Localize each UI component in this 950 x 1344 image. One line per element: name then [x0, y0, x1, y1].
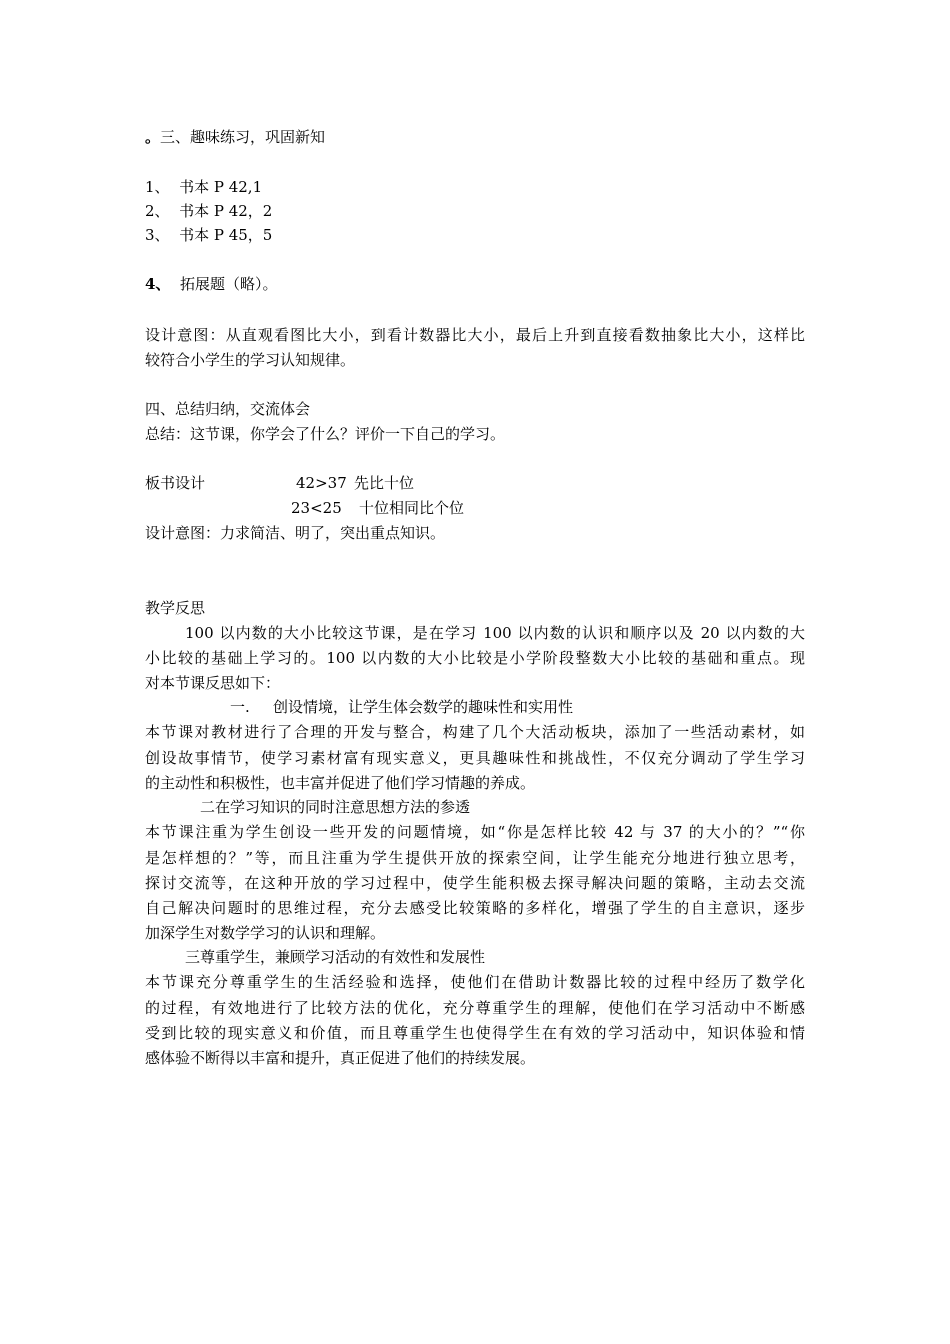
design-intent-line: 设计意图：从直观看图比大小，到看计数器比大小，最后上升到直接看数抽象比大小，这样比: [145, 326, 805, 344]
section4-heading: 四、总结归纳，交流体会: [145, 400, 311, 418]
point2-body-line: 加深学生对数学学习的认识和理解。: [145, 924, 386, 942]
point1-number: 一.: [230, 698, 250, 716]
point2-body-line: 本节课注重为学生创设一些开发的问题情境，如“你是怎样比较 42 与 37 的大小的？”“你: [145, 823, 805, 841]
section3-heading: [145, 124, 325, 150]
reflection-intro-line: 对本节课反思如下：: [145, 674, 281, 692]
reflection-intro-line: 100 以内数的大小比较这节课，是在学习 100 以内数的认识和顺序以及 20 以内数的大: [185, 624, 805, 642]
item-number: 3、: [145, 226, 170, 244]
section3-heading-text: 三、趣味练习，巩固新知: [160, 128, 326, 146]
reflection-intro-line: 小比较的基础上学习的。100 以内数的大小比较是小学阶段整数大小比较的基础和重点。现: [145, 649, 805, 667]
board-row1-note: 先比十位: [354, 474, 415, 492]
board-design-label: 板书设计: [145, 474, 206, 492]
point3-heading: 三尊重学生，兼顾学习活动的有效性和发展性: [185, 948, 486, 966]
item-number: 1、: [145, 178, 170, 196]
point1-body-line: 的主动性和积极性，也丰富并促进了他们学习情趣的养成。: [145, 774, 536, 792]
board-row1-expr: 42>37: [296, 474, 347, 492]
point1-body-line: 本节课对教材进行了合理的开发与整合，构建了几个大活动板块，添加了一些活动素材，如: [145, 723, 805, 741]
point2-body-line: 探讨交流等，在这种开放的学习过程中，使学生能积极去探寻解决问题的策略，主动去交流: [145, 874, 805, 892]
item-number: 2、: [145, 202, 170, 220]
item-text: 书本 P 42,1: [179, 178, 263, 196]
list-item: [145, 222, 272, 248]
item-text: 书本 P 45，5: [179, 226, 273, 244]
item-text: 书本 P 42，2: [179, 202, 273, 220]
point3-body-line: 感体验不断得以丰富和提升，真正促进了他们的持续发展。: [145, 1049, 536, 1067]
list-item: [145, 271, 278, 297]
point3-body-line: 本节课充分尊重学生的生活经验和选择，使他们在借助计数器比较的过程中经历了数学化: [145, 973, 805, 991]
point2-body-line: 自己解决问题时的思维过程，充分去感受比较策略的多样化，增强了学生的自主意识，逐步: [145, 899, 805, 917]
point2-heading: 二在学习知识的同时注意思想方法的参透: [200, 798, 471, 816]
board-row2-expr: 23<25: [291, 499, 342, 517]
board-design-intent: 设计意图：力求简洁、明了，突出重点知识。: [145, 524, 446, 542]
point3-body-line: 的过程，有效地进行了比较方法的优化，充分尊重学生的理解，使他们在学习活动中不断感: [145, 999, 805, 1017]
reflection-title: 教学反思: [145, 599, 206, 617]
point1-heading: 创设情境，让学生体会数学的趣味性和实用性: [273, 698, 574, 716]
point2-body-line: 是怎样想的？”等，而且注重为学生提供开放的探索空间，让学生能充分地进行独立思考，: [145, 849, 805, 867]
item-number: 4、: [145, 275, 171, 293]
item-text: 拓展题（略）。: [179, 275, 278, 293]
board-row2-note: 十位相同比个位: [359, 499, 465, 517]
point3-body-line: 受到比较的现实意义和价值，而且尊重学生也使得学生在有效的学习活动中，知识体验和情: [145, 1024, 805, 1042]
heading-mark: 。: [145, 128, 161, 146]
design-intent-line: 较符合小学生的学习认知规律。: [145, 351, 356, 369]
list-item: [145, 174, 262, 200]
point1-body-line: 创设故事情节，使学习素材富有现实意义，更具趣味性和挑战性，不仅充分调动了学生学习: [145, 749, 805, 767]
list-item: [145, 198, 272, 224]
summary-text: 总结：这节课，你学会了什么？评价一下自己的学习。: [145, 425, 506, 443]
